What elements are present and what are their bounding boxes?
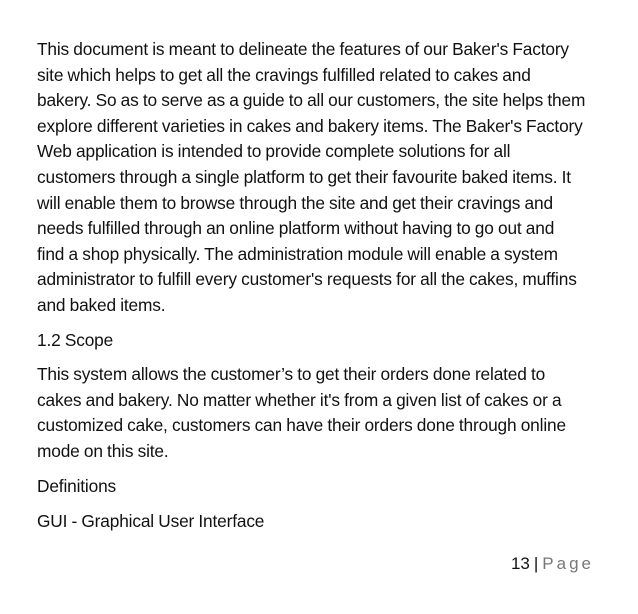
intro-line: and baked items. — [37, 294, 166, 315]
scope-line: cakes and bakery. No matter whether it's from a given list of cakes or a — [37, 389, 562, 410]
definitions-heading: Definitions — [37, 475, 117, 496]
intro-line: needs fulfilled through an online platform without having to go out and — [37, 218, 555, 239]
scope-line: mode on this site. — [37, 440, 169, 461]
intro-line: This document is meant to delineate the features of our Baker's Factory — [37, 39, 569, 59]
scope-line: customized cake, customers can have their orders done through online — [37, 415, 566, 436]
intro-line: explore different varieties in cakes and bakery items. The Baker's Factory — [37, 115, 583, 136]
intro-line: bakery. So as to serve as a guide to all our customers, the site helps them — [37, 90, 586, 111]
definition-item: GUI - Graphical User Interface — [37, 511, 265, 532]
page-number: 13 — [510, 554, 530, 573]
scope-heading: 1.2 Scope — [37, 329, 114, 350]
intro-paragraph — [37, 37, 607, 319]
document-body — [37, 37, 607, 535]
intro-line: find a shop physically. The administration module will enable a system — [37, 243, 558, 264]
intro-line: customers through a single platform to get their favourite baked items. It — [37, 166, 571, 187]
intro-line: Web application is intended to provide complete solutions for all — [37, 141, 511, 162]
page-footer — [511, 553, 594, 575]
footer-separator: | — [533, 554, 539, 573]
intro-line: administrator to fulfill every customer's requests for all the cakes, muffins — [37, 269, 577, 290]
scope-paragraph — [37, 362, 607, 464]
intro-line: will enable them to browse through the site and get their cravings and — [37, 192, 553, 213]
page-label: Page — [542, 554, 594, 573]
intro-line: site which helps to get all the cravings fulfilled related to cakes and — [37, 64, 531, 85]
scope-line: This system allows the customer’s to get their orders done related to — [37, 364, 546, 385]
